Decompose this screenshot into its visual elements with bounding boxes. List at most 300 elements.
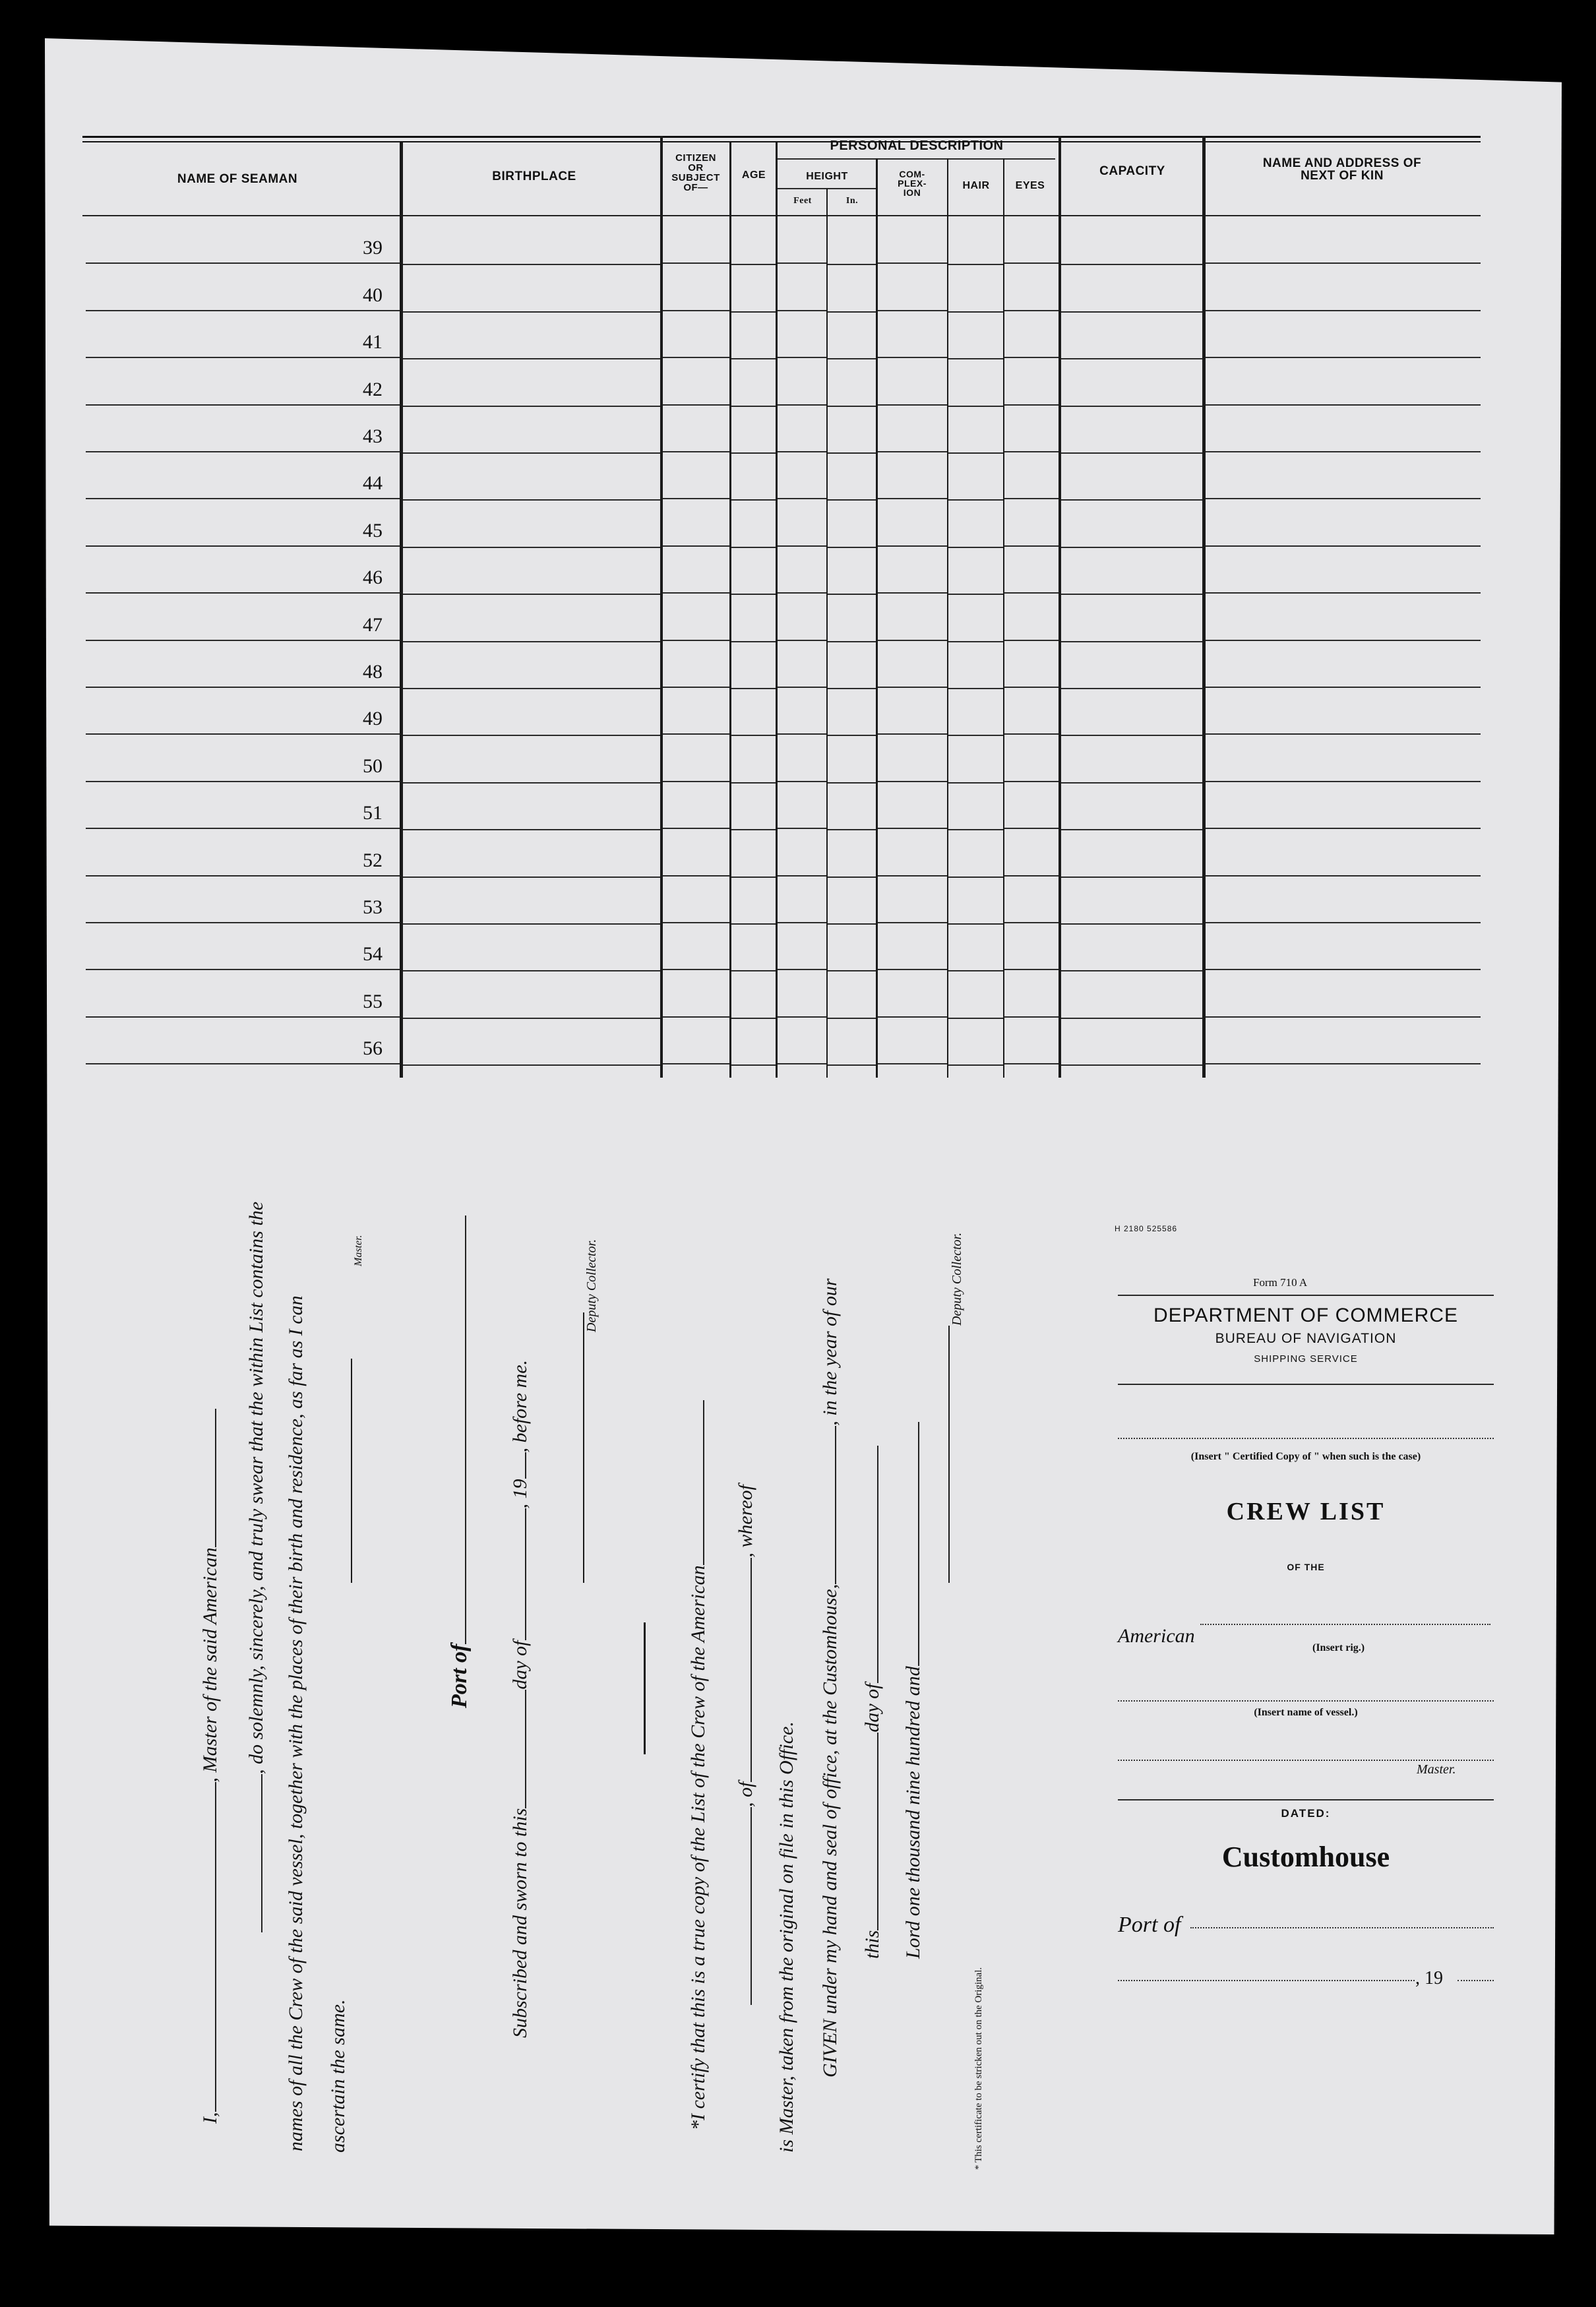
department-title: DEPARTMENT OF COMMERCE	[1153, 1305, 1459, 1326]
row-cell-field[interactable]	[86, 592, 400, 594]
row-cell-field[interactable]	[878, 404, 947, 406]
row-cell-field[interactable]	[663, 357, 729, 358]
row-cell-field[interactable]	[86, 687, 400, 688]
row-cell-field[interactable]	[663, 875, 729, 877]
oath-master-of-american: , Master of the said American	[199, 1547, 221, 1783]
row-cell-field[interactable]	[1004, 545, 1059, 547]
insert-vessel-note: (Insert name of vessel.)	[1254, 1707, 1358, 1718]
row-cell-field[interactable]	[86, 451, 400, 452]
master-cover-field[interactable]	[1118, 1760, 1494, 1761]
header-height: HEIGHT	[806, 171, 848, 182]
row-cell-field[interactable]	[828, 311, 876, 313]
row-number: 49	[363, 708, 383, 729]
row-cell-field[interactable]	[1004, 781, 1059, 782]
oath-swear-text: , do solemnly, sincerely, and truly swear that the within List contains the	[245, 1201, 267, 1774]
row-cell-field[interactable]	[828, 406, 876, 407]
subscribed-day-field[interactable]	[508, 1690, 526, 1808]
row-cell-field[interactable]	[731, 735, 776, 736]
row-cell-field[interactable]	[778, 875, 826, 877]
row-cell-field[interactable]	[731, 264, 776, 265]
bureau-title: BUREAU OF NAVIGATION	[1215, 1331, 1397, 1346]
certificate-day-field[interactable]	[860, 1733, 878, 1930]
row-cell-field[interactable]	[731, 1018, 776, 1019]
row-cell-field[interactable]	[1061, 358, 1202, 359]
row-cell-field[interactable]	[1206, 969, 1481, 970]
row-number: 39	[363, 237, 383, 259]
row-cell-field[interactable]	[86, 545, 400, 547]
row-cell-field[interactable]	[1206, 875, 1481, 877]
row-cell-field[interactable]	[828, 452, 876, 454]
row-cell-field[interactable]	[1061, 829, 1202, 830]
header-citizen	[662, 153, 729, 193]
oath-subscribed	[508, 1360, 532, 2038]
row-cell-field[interactable]	[948, 829, 1003, 830]
row-cell-field[interactable]	[1061, 877, 1202, 878]
oath-line-3: names of all the Crew of the said vessel, together with the places of their birth and residence, as far as I can	[285, 1295, 307, 2151]
row-cell-field[interactable]	[1061, 1064, 1202, 1066]
row-cell-field[interactable]	[1206, 592, 1481, 594]
row-cell-field[interactable]	[828, 594, 876, 595]
row-cell-field[interactable]	[731, 877, 776, 878]
row-cell-field[interactable]	[948, 970, 1003, 971]
row-cell-field[interactable]	[1004, 404, 1059, 406]
cover-date-field[interactable]	[1118, 1980, 1415, 1981]
row-cell-field[interactable]	[778, 451, 826, 452]
certificate-vessel-field[interactable]	[686, 1400, 704, 1565]
row-cell-field[interactable]	[828, 641, 876, 642]
header-hair: HAIR	[962, 180, 990, 191]
row-cell-field[interactable]	[403, 1018, 660, 1019]
row-cell-field[interactable]	[778, 404, 826, 406]
row-number: 55	[363, 991, 383, 1012]
row-cell-field[interactable]	[1004, 451, 1059, 452]
row-cell-field[interactable]	[663, 498, 729, 499]
row-cell-field[interactable]	[778, 498, 826, 499]
cover-port-of-label: Port of	[1118, 1913, 1181, 1937]
header-complexion-line: COM-	[899, 169, 925, 179]
row-cell-field[interactable]	[878, 357, 947, 358]
row-cell-field[interactable]	[731, 923, 776, 925]
row-cell-field[interactable]	[1004, 969, 1059, 970]
row-cell-field[interactable]	[1206, 781, 1481, 782]
row-cell-field[interactable]	[878, 451, 947, 452]
row-cell-field[interactable]	[731, 499, 776, 501]
row-cell-field[interactable]	[778, 640, 826, 641]
oath-i: I,	[199, 2112, 221, 2124]
row-cell-field[interactable]	[403, 406, 660, 407]
row-cell-field[interactable]	[1004, 640, 1059, 641]
row-cell-field[interactable]	[1206, 922, 1481, 923]
oath-deputy-collector: Deputy Collector.	[584, 1239, 599, 1332]
row-number: 47	[363, 614, 383, 636]
subscribed-month-field[interactable]	[508, 1508, 526, 1640]
row-cell-field[interactable]	[778, 310, 826, 311]
insert-certified-note: (Insert " Certified Copy of " when such is the case)	[1190, 1451, 1421, 1462]
master-name-field[interactable]	[198, 1783, 216, 2112]
row-number: 43	[363, 425, 383, 447]
row-cell-field[interactable]	[1004, 310, 1059, 311]
header-eyes: EYES	[1015, 180, 1045, 191]
row-cell-field[interactable]	[403, 547, 660, 548]
row-cell-field[interactable]	[878, 781, 947, 782]
row-cell-field[interactable]	[1206, 1016, 1481, 1018]
row-cell-field[interactable]	[1061, 406, 1202, 407]
form-number: Form 710 A	[1253, 1276, 1308, 1289]
oath-line-2	[244, 1202, 268, 1932]
row-cell-field[interactable]	[948, 264, 1003, 265]
row-cell-field[interactable]	[778, 969, 826, 970]
row-cell-field[interactable]	[948, 688, 1003, 689]
row-cell-field[interactable]	[86, 310, 400, 311]
row-cell-field[interactable]	[828, 264, 876, 265]
row-cell-field[interactable]	[778, 357, 826, 358]
row-cell-field[interactable]	[948, 358, 1003, 359]
row-cell-field[interactable]	[1061, 735, 1202, 736]
row-number: 53	[363, 896, 383, 918]
row-cell-field[interactable]	[663, 262, 729, 264]
row-cell-field[interactable]	[1206, 828, 1481, 829]
row-cell-field[interactable]	[878, 875, 947, 877]
row-number: 51	[363, 802, 383, 824]
row-cell-field[interactable]	[731, 406, 776, 407]
row-cell-field[interactable]	[1206, 687, 1481, 688]
row-cell-field[interactable]	[663, 310, 729, 311]
row-cell-field[interactable]	[878, 828, 947, 829]
header-age: AGE	[741, 169, 766, 181]
row-cell-field[interactable]	[663, 545, 729, 547]
row-number: 52	[363, 849, 383, 871]
row-number: 45	[363, 520, 383, 541]
day-of-text: day of	[509, 1640, 531, 1690]
header-complexion-line: ION	[903, 187, 921, 198]
row-number: 42	[363, 379, 383, 400]
row-cell-field[interactable]	[663, 592, 729, 594]
row-cell-field[interactable]	[1004, 1063, 1059, 1064]
port-of-label: Port of	[447, 1644, 472, 1708]
row-cell-field[interactable]	[948, 923, 1003, 925]
oath-blank-field[interactable]	[244, 1774, 262, 1932]
dated-label: DATED:	[1281, 1807, 1331, 1820]
row-cell-field[interactable]	[1004, 828, 1059, 829]
row-cell-field[interactable]	[86, 922, 400, 923]
certificate-line-4	[818, 1278, 842, 2077]
row-cell-field[interactable]	[778, 545, 826, 547]
row-cell-field[interactable]	[1206, 404, 1481, 406]
row-cell-field[interactable]	[403, 1064, 660, 1066]
row-cell-field[interactable]	[948, 547, 1003, 548]
header-name-of-seaman: NAME OF SEAMAN	[177, 172, 298, 186]
row-cell-field[interactable]	[828, 923, 876, 925]
row-cell-field[interactable]	[948, 877, 1003, 878]
row-cell-field[interactable]	[663, 404, 729, 406]
row-cell-field[interactable]	[1061, 264, 1202, 265]
row-cell-field[interactable]	[828, 877, 876, 878]
row-cell-field[interactable]	[1206, 498, 1481, 499]
row-cell-field[interactable]	[1061, 547, 1202, 548]
row-cell-field[interactable]	[663, 969, 729, 970]
row-cell-field[interactable]	[731, 829, 776, 830]
row-cell-field[interactable]	[948, 499, 1003, 501]
row-cell-field[interactable]	[1206, 357, 1481, 358]
row-number: 41	[363, 331, 383, 353]
row-cell-field[interactable]	[403, 923, 660, 925]
row-cell-field[interactable]	[1061, 641, 1202, 642]
row-cell-field[interactable]	[403, 264, 660, 265]
header-personal-description: PERSONAL DESCRIPTION	[830, 138, 1004, 153]
certificate-line-2	[733, 1485, 757, 2005]
oath-line-4: ascertain the same.	[327, 1999, 349, 2153]
certificate-whereof-text: , whereof	[735, 1485, 756, 1558]
row-cell-field[interactable]	[731, 1064, 776, 1066]
certificate-month-field[interactable]	[860, 1446, 878, 1683]
row-cell-field[interactable]	[1004, 498, 1059, 499]
row-cell-field[interactable]	[731, 688, 776, 689]
row-cell-field[interactable]	[778, 1063, 826, 1064]
master-cover-label: Master.	[1417, 1762, 1456, 1777]
row-cell-field[interactable]	[1004, 592, 1059, 594]
row-cell-field[interactable]	[828, 970, 876, 971]
row-cell-field[interactable]	[828, 499, 876, 501]
row-number: 44	[363, 472, 383, 494]
row-cell-field[interactable]	[86, 404, 400, 406]
row-cell-field[interactable]	[1004, 733, 1059, 735]
row-cell-field[interactable]	[878, 922, 947, 923]
master-signature-label: Master.	[353, 1235, 364, 1266]
row-cell-field[interactable]	[778, 592, 826, 594]
row-cell-field[interactable]	[948, 594, 1003, 595]
header-citizen-line: OR	[688, 162, 704, 173]
row-cell-field[interactable]	[86, 1063, 400, 1064]
row-cell-field[interactable]	[731, 782, 776, 784]
row-cell-field[interactable]	[731, 311, 776, 313]
row-cell-field[interactable]	[731, 641, 776, 642]
year-19-text: , 19	[509, 1479, 531, 1509]
row-cell-field[interactable]	[828, 782, 876, 784]
row-cell-field[interactable]	[403, 688, 660, 689]
row-cell-field[interactable]	[403, 735, 660, 736]
row-cell-field[interactable]	[878, 687, 947, 688]
row-cell-field[interactable]	[663, 1063, 729, 1064]
row-cell-field[interactable]	[1206, 640, 1481, 641]
row-cell-field[interactable]	[403, 782, 660, 784]
row-cell-field[interactable]	[948, 452, 1003, 454]
header-citizen-line: CITIZEN	[675, 152, 716, 164]
row-cell-field[interactable]	[731, 547, 776, 548]
rig-field[interactable]	[1200, 1624, 1490, 1625]
row-cell-field[interactable]	[403, 499, 660, 501]
american-label: American	[1118, 1625, 1195, 1647]
row-number: 50	[363, 755, 383, 777]
row-cell-field[interactable]	[828, 688, 876, 689]
header-complexion-line: PLEX-	[898, 178, 927, 189]
row-cell-field[interactable]	[878, 592, 947, 594]
row-cell-field[interactable]	[1061, 594, 1202, 595]
row-cell-field[interactable]	[778, 687, 826, 688]
row-cell-field[interactable]	[1206, 1063, 1481, 1064]
row-cell-field[interactable]	[778, 733, 826, 735]
row-cell-field[interactable]	[948, 641, 1003, 642]
row-cell-field[interactable]	[1061, 1018, 1202, 1019]
row-cell-field[interactable]	[86, 640, 400, 641]
row-cell-field[interactable]	[663, 733, 729, 735]
row-cell-field[interactable]	[1206, 310, 1481, 311]
row-cell-field[interactable]	[663, 640, 729, 641]
cover-year-label: , 19	[1415, 1968, 1443, 1988]
row-cell-field[interactable]	[1004, 357, 1059, 358]
row-cell-field[interactable]	[86, 498, 400, 499]
row-cell-field[interactable]	[1061, 452, 1202, 454]
row-cell-field[interactable]	[828, 829, 876, 830]
row-cell-field[interactable]	[403, 358, 660, 359]
row-cell-field[interactable]	[1061, 688, 1202, 689]
print-code: H 2180 525586	[1115, 1224, 1178, 1233]
subscribed-year-field[interactable]	[508, 1452, 526, 1479]
cover-port-field[interactable]	[1190, 1927, 1494, 1928]
header-next-of-kin-line: NAME AND ADDRESS OF	[1262, 156, 1422, 170]
row-cell-field[interactable]	[878, 733, 947, 735]
certificate-line-1	[686, 1400, 710, 2130]
row-cell-field[interactable]	[403, 829, 660, 830]
row-cell-field[interactable]	[663, 922, 729, 923]
row-cell-field[interactable]	[403, 877, 660, 878]
certificate-deputy-collector: Deputy Collector.	[950, 1232, 964, 1326]
row-cell-field[interactable]	[663, 781, 729, 782]
row-cell-field[interactable]	[1004, 922, 1059, 923]
row-cell-field[interactable]	[948, 1018, 1003, 1019]
header-citizen-line: OF—	[683, 182, 708, 193]
port-of-field[interactable]	[448, 1215, 466, 1644]
row-cell-field[interactable]	[778, 262, 826, 264]
row-number: 54	[363, 943, 383, 965]
row-cell-field[interactable]	[86, 357, 400, 358]
row-cell-field[interactable]	[828, 1018, 876, 1019]
header-next-of-kin	[1210, 157, 1474, 182]
row-cell-field[interactable]	[663, 828, 729, 829]
certificate-line-6	[901, 1422, 925, 1959]
certificate-year-field[interactable]	[901, 1422, 919, 1666]
certificate-line-5	[860, 1446, 884, 1959]
given-text: GIVEN under my hand and seal of office, at the Customhouse,	[819, 1584, 841, 2077]
row-cell-field[interactable]	[403, 311, 660, 313]
certificate-port-field[interactable]	[733, 1558, 752, 1782]
row-cell-field[interactable]	[1061, 499, 1202, 501]
certificate-footnote: * This certificate to be stricken out on the Original.	[973, 1967, 984, 2170]
row-cell-field[interactable]	[1061, 970, 1202, 971]
oath-port-of	[447, 1215, 472, 1708]
row-cell-field[interactable]	[663, 451, 729, 452]
certificate-day-of-text: day of	[861, 1683, 883, 1733]
row-cell-field[interactable]	[1206, 451, 1481, 452]
row-cell-field[interactable]	[878, 310, 947, 311]
row-cell-field[interactable]	[1004, 1016, 1059, 1018]
crew-list-title: CREW LIST	[1226, 1498, 1386, 1525]
row-cell-field[interactable]	[403, 594, 660, 595]
row-cell-field[interactable]	[878, 1063, 947, 1064]
service-title: SHIPPING SERVICE	[1254, 1353, 1358, 1365]
row-cell-field[interactable]	[1206, 733, 1481, 735]
row-cell-field[interactable]	[403, 641, 660, 642]
header-birthplace: BIRTHPLACE	[492, 169, 576, 183]
row-cell-field[interactable]	[878, 262, 947, 264]
of-the-text: OF THE	[1287, 1562, 1325, 1572]
insert-rig-note: (Insert rig.)	[1312, 1642, 1365, 1653]
row-cell-field[interactable]	[1206, 262, 1481, 264]
row-cell-field[interactable]	[1004, 687, 1059, 688]
row-cell-field[interactable]	[86, 828, 400, 829]
row-number: 40	[363, 284, 383, 306]
row-cell-field[interactable]	[778, 922, 826, 923]
row-cell-field[interactable]	[403, 970, 660, 971]
row-cell-field[interactable]	[1061, 923, 1202, 925]
header-feet: Feet	[793, 196, 812, 206]
row-cell-field[interactable]	[86, 262, 400, 264]
vessel-name-field[interactable]	[198, 1409, 216, 1547]
row-cell-field[interactable]	[731, 358, 776, 359]
row-cell-field[interactable]	[778, 828, 826, 829]
row-cell-field[interactable]	[663, 1016, 729, 1018]
row-cell-field[interactable]	[86, 781, 400, 782]
row-cell-field[interactable]	[948, 311, 1003, 313]
row-cell-field[interactable]	[878, 545, 947, 547]
row-number: 46	[363, 567, 383, 588]
certify-text: *I certify that this is a true copy of the List of the Crew of the American	[687, 1565, 709, 2130]
subscribed-text: Subscribed and sworn to this	[509, 1808, 531, 2038]
row-number: 48	[363, 661, 383, 683]
row-cell-field[interactable]	[828, 735, 876, 736]
row-cell-field[interactable]	[1004, 875, 1059, 877]
document-page	[45, 38, 1562, 2234]
row-cell-field[interactable]	[878, 640, 947, 641]
certificate-vessel-port-field[interactable]	[733, 1807, 752, 2005]
header-next-of-kin-line: NEXT OF KIN	[1301, 169, 1384, 183]
row-cell-field[interactable]	[663, 687, 729, 688]
row-cell-field[interactable]	[778, 781, 826, 782]
row-cell-field[interactable]	[828, 547, 876, 548]
row-cell-field[interactable]	[1004, 262, 1059, 264]
vessel-name-cover-field[interactable]	[1118, 1700, 1494, 1702]
row-cell-field[interactable]	[86, 969, 400, 970]
cover-year-field[interactable]	[1458, 1980, 1494, 1981]
header-complexion	[877, 169, 947, 197]
row-cell-field[interactable]	[731, 970, 776, 971]
row-cell-field[interactable]	[948, 782, 1003, 784]
row-cell-field[interactable]	[828, 1064, 876, 1066]
certificate-line-3: is Master, taken from the original on file in this Office.	[776, 1721, 797, 2153]
lord-text: Lord one thousand nine hundred and	[902, 1666, 924, 1959]
row-cell-field[interactable]	[403, 452, 660, 454]
row-cell-field[interactable]	[1061, 782, 1202, 784]
row-cell-field[interactable]	[86, 1016, 400, 1018]
row-cell-field[interactable]	[878, 969, 947, 970]
row-cell-field[interactable]	[1061, 311, 1202, 313]
row-cell-field[interactable]	[878, 1016, 947, 1018]
before-me-text: , before me.	[509, 1359, 531, 1453]
row-cell-field[interactable]	[731, 594, 776, 595]
customhouse-field[interactable]	[818, 1426, 836, 1584]
row-cell-field[interactable]	[828, 358, 876, 359]
row-cell-field[interactable]	[948, 1064, 1003, 1066]
row-cell-field[interactable]	[878, 498, 947, 499]
row-cell-field[interactable]	[948, 406, 1003, 407]
row-cell-field[interactable]	[948, 735, 1003, 736]
row-cell-field[interactable]	[86, 875, 400, 877]
row-cell-field[interactable]	[778, 1016, 826, 1018]
row-cell-field[interactable]	[86, 733, 400, 735]
row-cell-field[interactable]	[1206, 545, 1481, 547]
header-citizen-line: SUBJECT	[671, 172, 720, 183]
certified-copy-field[interactable]	[1118, 1438, 1494, 1439]
row-cell-field[interactable]	[731, 452, 776, 454]
